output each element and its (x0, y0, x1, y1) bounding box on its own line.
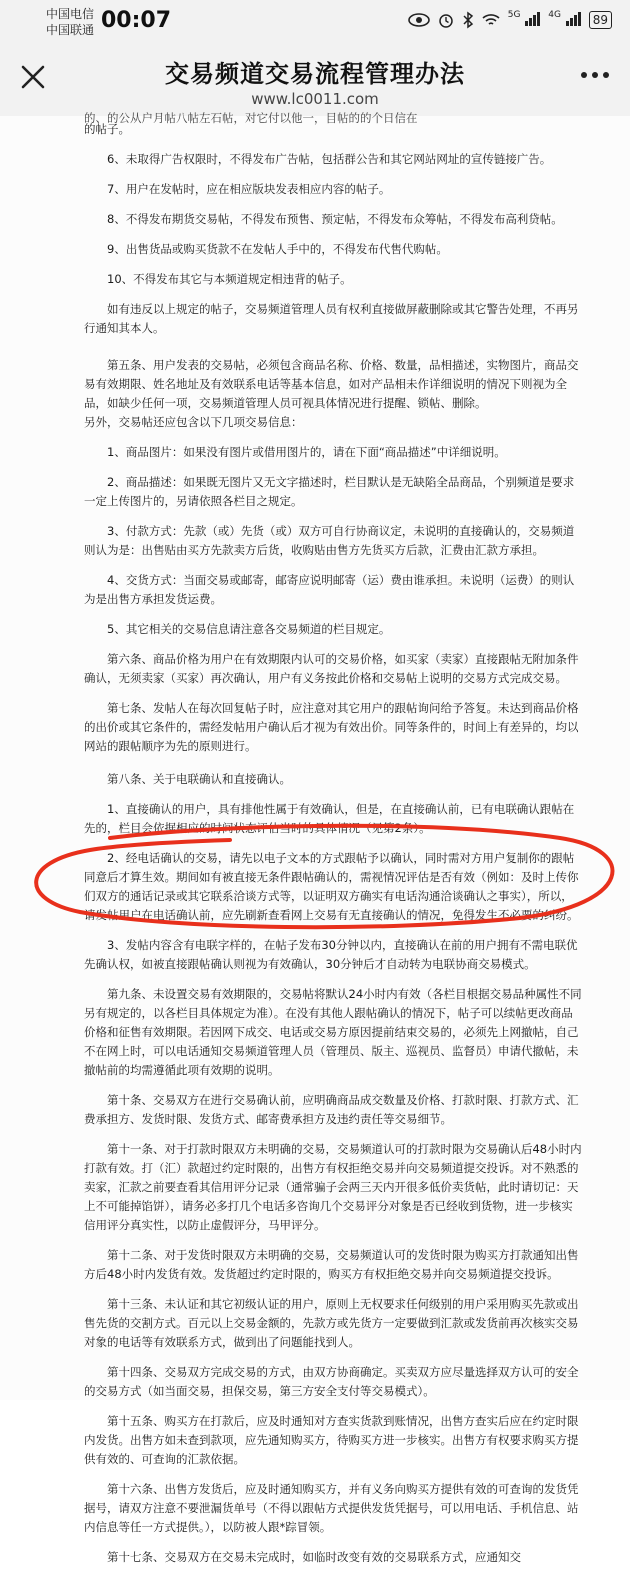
paragraph: 第十七条、交易双方在交易未完成时，如临时改变有效的交易联系方式，应通知交 (107, 1550, 521, 1564)
carrier-1: 中国电信 (46, 7, 95, 21)
nav-bar (0, 44, 630, 116)
carrier-labels (46, 6, 94, 38)
paragraph: 第五条、用户发表的交易帖，必须包含商品名称、价格、数量，品相描述，实物图片，商品交易有效期限、姓名地址及有效联系电话等基本信息，如对产品相未作详细说明的情况下则视为全品，如缺少任何一项，交易频道管理人员可视具体情况进行提醒、锁帖、删除。 (84, 358, 579, 410)
paragraph: 第十四条、交易双方完成交易的方式，由双方协商确定。买卖双方应尽量选择双方认可的安全的交易方式（如当面交易，担保交易，第三方安全支付等交易模式）。 (84, 1365, 579, 1398)
battery-icon: 89 (589, 11, 612, 29)
paragraph: 3、付款方式：先款（或）先货（或）双方可自行协商议定，未说明的直接确认的，交易频道则认为是：出售贴由买方先款卖方后货，收购贴由售方先货买方后款，汇费由汇款方承担。 (84, 524, 575, 557)
paragraph: 第十五条、购买方在打款后，应及时通知对方查实货款到账情况，出售方查实后应在约定时限内发货。出售方如未查到款项，应先通知购买方，待购买方进一步核实。出售方有权要求购买方提供有效的、可查询的汇款依据。 (84, 1414, 579, 1466)
status-bar (0, 0, 630, 44)
paragraph: 6、未取得广告权限时，不得发布广告帖，包括群公告和其它网站网址的宣传链接广告。 (107, 152, 552, 166)
paragraph: 第十条、交易双方在进行交易确认前，应明确商品成交数量及价格、打款时限、打款方式、汇费承担方、发货时限、发货方式、邮寄费承担方及违约责任等交易细节。 (84, 1093, 579, 1126)
paragraph: 第十二条、对于发货时限双方未明确的交易，交易频道认可的发货时限为购买方打款通知出售方后48小时内发货有效。发货超过约定时限的，购买方有权拒绝交易并向交易频道提交投诉。 (84, 1248, 579, 1281)
page-title: 交易频道交易流程管理办法 (165, 60, 465, 88)
signal-2-icon (548, 10, 580, 30)
paragraph: 第九条、未设置交易有效期限的，交易帖将默认24小时内有效（各栏目根据交易品种属性不同另有规定的，以各栏目具体规定为准）。在没有其他人跟帖确认的情况下，帖子可以续帖更改商品价格和征售有效期限。若因网下成交、电话或交易方原因提前结束交易的，必须先上网撤帖，自己不在网上时，可以电话通知交易频道管理人员（管理员、版主、巡视员、监督员）申请代撤帖，未撤帖前的均需遵循此项有效期的说明。 (84, 987, 582, 1077)
paragraph: 的帖子。 (84, 122, 130, 136)
paragraph: 另外，交易帖还应包含以下几项交易信息： (84, 415, 303, 429)
page-url: www.lc0011.com (251, 90, 379, 108)
paragraph: 2、商品描述：如果既无图片又无文字描述时，栏目默认是无缺陷全品商品，个别频道是要求一定上传图片的，另请依照各栏目之规定。 (84, 475, 575, 508)
paragraph: 第六条、商品价格为用户在有效期限内认可的交易价格，如买家（卖家）直接跟帖无附加条件确认，无须卖家（买家）再次确认，用户有义务按此价格和交易帖上说明的交易方式完成交易。 (84, 652, 579, 685)
document-body (84, 120, 584, 1578)
document-area[interactable] (0, 111, 630, 1564)
carrier-2: 中国联通 (46, 23, 95, 37)
more-dots-icon[interactable] (580, 70, 610, 80)
net-type-1: 5G (507, 10, 521, 20)
status-time: 00:07 (101, 8, 172, 33)
paragraph: 1、直接确认的用户，具有排他性属于有效确认，但是，在直接确认前，已有电联确认跟帖在先的，栏目会依据相应的时间状态评估当时的具体情况（见第2条）。 (84, 802, 575, 835)
eye-icon (408, 13, 430, 27)
paragraph: 第十一条、对于打款时限双方未明确的交易，交易频道认可的打款时限为交易确认后48小时内打款有效。打（汇）款超过约定时限的，出售方有权拒绝交易并向交易频道提交投诉。对不熟悉的卖家，汇款之前要查看其信用评分记录（通常骗子会两三天内开很多低价卖货帖，此时请切记：天上不可能掉馅饼），请务必多打几个电话多咨询几个交易评分对象是否已经收到货物，进一步核实信用评分真实性，以防止虚假评分，马甲评分。 (84, 1142, 582, 1232)
status-icons (408, 10, 612, 30)
wifi-icon (482, 13, 500, 27)
alarm-icon (438, 12, 454, 28)
cut-off-text: 的、的公从户月帖八帖左石帖，对它付以他一，目帖的的个日信在 (84, 111, 418, 125)
section-heading: 第八条、关于电联确认和直接确认。 (107, 772, 291, 786)
paragraph: 10、不得发布其它与本频道规定相违背的帖子。 (107, 272, 352, 286)
net-type-2: 4G (548, 10, 561, 20)
bluetooth-icon (462, 12, 474, 28)
paragraph: 第十三条、未认证和其它初级认证的用户，原则上无权要求任何级别的用户采用购买先款或出售先货的交割方式。百元以上交易金额的，先款方或先货方一定要做到汇款或发货前再次核实交易对象的电话等有效联系方式，做到出了问题能找到人。 (84, 1297, 579, 1349)
paragraph: 如有违反以上规定的帖子，交易频道管理人员有权利直接做屏蔽删除或其它警告处理，不再另行通知其本人。 (84, 302, 579, 335)
paragraph: 1、商品图片：如果没有图片或借用图片的，请在下面“商品描述”中详细说明。 (107, 445, 506, 459)
signal-1-icon (508, 10, 540, 30)
highlighted-paragraph: 3、发帖内容含有电联字样的，在帖子发布30分钟以内，直接确认在前的用户拥有不需电联优先确认权，如被直接跟帖确认则视为有效确认，30分钟后才自动转为电联协商交易模式。 (84, 938, 578, 971)
paragraph: 5、其它相关的交易信息请注意各交易频道的栏目规定。 (107, 622, 391, 636)
paragraph: 4、交货方式：当面交易或邮寄，邮寄应说明邮寄（运）费由谁承担。未说明（运费）的则认为是出售方承担发货运费。 (84, 573, 575, 606)
paragraph: 7、用户在发帖时，应在相应版块发表相应内容的帖子。 (107, 182, 391, 196)
paragraph: 2、经电话确认的交易，请先以电子文本的方式跟帖予以确认，同时需对方用户复制你的跟帖同意后才算生效。期间如有被直接无条件跟帖确认的，需视情况评估是否有效（例如：及时上传你们双方的通话记录或其它联系洽谈方式等，以证明双方确实有电话沟通洽谈确认之事实），所以，请发帖用户在电话确认前，应先刷新查看网上交易有无直接确认的情况，免得发生不必要的纠纷。 (84, 851, 579, 922)
paragraph: 第七条、发帖人在每次回复帖子时，应注意对其它用户的跟帖询问给予答复。未达到商品价格的出价或其它条件的，需经发帖用户确认后才视为有效出价。同等条件的，时间上有差异的，均以网站的跟帖顺序为先的原则进行。 (84, 701, 579, 753)
paragraph: 第十六条、出售方发货后，应及时通知购买方，并有义务向购买方提供有效的可查询的发货凭据号，请双方注意不要泄漏货单号（不得以跟帖方式提供发货凭据号，可以用电话、手机信息、站内信息等任一方式提供。），以防被人跟*踪冒领。 (84, 1482, 579, 1534)
paragraph: 8、不得发布期货交易帖，不得发布预售、预定帖，不得发布众筹帖，不得发布高利贷帖。 (107, 212, 563, 226)
paragraph: 9、出售货品或购买货款不在发帖人手中的，不得发布代售代购帖。 (107, 242, 448, 256)
